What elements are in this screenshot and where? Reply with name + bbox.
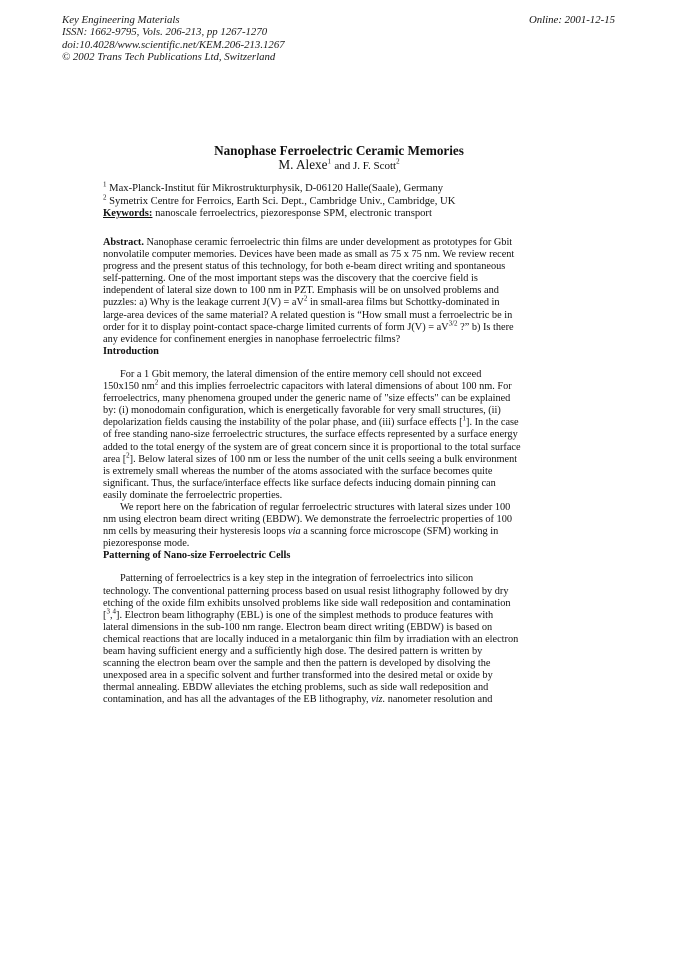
section-heading-introduction: Introduction	[103, 345, 159, 357]
intro-line: is extremely small whereas the number of the atoms associated with the surface becomes quite	[103, 465, 493, 477]
online-date: Online: 2001-12-15	[528, 14, 615, 26]
intro-text: depolarization fields causing the instability of the polar phase, and (iii) surface effects [	[103, 417, 463, 429]
intro-line	[103, 414, 551, 429]
abstract-text: puzzles: a) Why is the leakage current J(V) = aV	[103, 297, 304, 309]
patterning-line: chemical reactions that are locally induced in a metalorganic thin film by irradiation with an electron	[103, 633, 519, 645]
abstract-text: ?” b) Is there	[457, 321, 514, 333]
abstract-label: Abstract.	[103, 237, 144, 248]
patterning-line	[103, 694, 551, 706]
intro-line: by: (i) monodomain configuration, which is energetically favorable for very small structures, (ii)	[103, 405, 501, 417]
intro-line	[103, 451, 551, 466]
intro-text: nm cells by measuring their hysteresis loops	[103, 526, 289, 538]
patterning-line: unexposed area in a specific solvent and further transformed into the desired metal or oxide by	[103, 670, 493, 682]
intro-line: of free standing nano-size ferroelectric structures, the surface effects represented by a surface energy	[103, 429, 518, 441]
intro-line	[103, 526, 551, 538]
patterning-text: [	[103, 609, 107, 621]
italic-term: viz.	[371, 694, 386, 706]
abstract-text: in small-area films but Schottky-dominated in	[307, 297, 500, 309]
intro-line: We report here on the fabrication of regular ferroelectric structures with lateral sizes under 100	[120, 501, 511, 513]
keywords-text: nanoscale ferroelectrics, piezoresponse SPM, electronic transport	[155, 208, 432, 219]
spacer	[103, 358, 551, 369]
paper-body	[103, 237, 551, 706]
superscript: 2	[154, 378, 159, 387]
paper-authors	[0, 157, 678, 174]
patterning-line	[103, 607, 551, 622]
intro-line: piezoresponse mode.	[103, 538, 190, 550]
abstract-line	[103, 237, 551, 249]
doi-line: doi:10.4028/www.scientific.net/KEM.206-213.1267	[62, 38, 285, 51]
intro-line: For a 1 Gbit memory, the lateral dimension of the entire memory cell should not exceed	[120, 368, 482, 380]
citation-sup: 1	[462, 414, 467, 423]
patterning-line: beam having sufficient energy and a sufficiently high dose. The desired pattern is written by	[103, 646, 483, 657]
author-2-sup: 2	[396, 157, 400, 166]
abstract-line	[103, 319, 551, 334]
abstract-line	[103, 297, 551, 309]
intro-line: easily dominate the ferroelectric properties.	[103, 489, 283, 501]
affiliation-1-text: Max-Planck-Institut für Mikrostrukturphysik, D-06120 Halle(Saale), Germany	[109, 183, 444, 194]
abstract-line: large-area devices of the same material? A related question is “How small must a ferroelectric be in	[103, 309, 513, 321]
intro-line: nm using electron beam direct writing (EBDW). We demonstrate the ferroelectric properties of 100	[103, 514, 512, 526]
journal-name: Key Engineering Materials	[62, 14, 180, 26]
patterning-text: contamination, and has all the advantages of the EB lithography,	[103, 694, 372, 706]
citation-sup: 3	[106, 607, 110, 616]
patterning-text: nanometer resolution and	[385, 694, 493, 706]
copyright-line: © 2002 Trans Tech Publications Ltd, Switzerland	[62, 50, 276, 63]
patterning-line: lateral dimensions in the sub-100 nm range. Electron beam direct writing (EBDW) is based on	[103, 621, 493, 633]
patterning-text: ,	[109, 609, 113, 621]
intro-text: ]. Below lateral sizes of 100 nm or less the number of the unit cells seeing a bulk environment	[129, 453, 518, 465]
author-1-sup: 1	[327, 157, 332, 166]
abstract-line: progress and the present status of this technology, for both e-beam direct writing and spontaneous	[103, 261, 506, 273]
citation-sup: 4	[112, 607, 117, 616]
patterning-line: technology. The conventional patterning process based on usual resist lithography followed by dry	[103, 585, 509, 597]
intro-text: ]. In the case	[466, 417, 519, 429]
intro-line	[103, 378, 551, 393]
paper-title: Nanophase Ferroelectric Ceramic Memories	[214, 143, 464, 158]
citation-sup: 2	[126, 451, 130, 460]
affiliation-2-sup: 2	[103, 192, 107, 201]
intro-text: a scanning force microscope (SFM) working in	[300, 526, 499, 538]
keywords-label: Keywords:	[103, 208, 153, 219]
patterning-line: etching of the oxide film exhibits unsolved problems like side wall redeposition and contamination	[103, 597, 511, 609]
affiliation-2	[103, 192, 573, 209]
patterning-line: thermal annealing. EBDW alleviates the etching problems, such as side wall redeposition and	[103, 682, 489, 694]
affiliation-1	[103, 180, 573, 196]
affiliation-1-sup: 1	[103, 180, 107, 189]
intro-text: 150x150 nm	[103, 381, 155, 393]
spacer	[103, 562, 551, 573]
keywords	[103, 208, 573, 221]
abstract-line: independent of lateral size down to 100 nm in PZT. Emphasis will be on unsolved problems and	[103, 285, 499, 297]
patterning-line: Patterning of ferroelectrics is a key step in the integration of ferroelectrics into silicon	[120, 573, 474, 585]
patterning-line: scanning the electron beam over the sample and then the pattern is developed by disolving the	[103, 658, 491, 670]
intro-line: ferroelectrics, many phenomena grouped under the generic name of "size effects" can be explained	[103, 393, 511, 405]
abstract-text: Nanophase ceramic ferroelectric thin films are under development as prototypes for Gbit	[146, 237, 513, 248]
italic-term: via	[288, 526, 301, 538]
intro-text: and this implies ferroelectric capacitors with lateral dimensions of about 100 nm. For	[158, 381, 512, 393]
superscript: 2	[303, 295, 308, 304]
abstract-line: nonvolatile computer memories. Devices have been made as small as 75 x 75 nm. We review recent	[103, 249, 515, 261]
affiliation-2-text: Symetrix Centre for Ferroics, Earth Sci. Dept., Cambridge Univ., Cambridge, UK	[109, 195, 456, 207]
intro-line: added to the total energy of the system are of great concern since it is proportional to the total surface	[103, 441, 521, 453]
section-heading-patterning: Patterning of Nano-size Ferroelectric Cells	[103, 550, 291, 562]
intro-line: significant. Thus, the surface/interface effects like surface defects inducing domain pinning can	[103, 477, 496, 489]
intro-text: area [	[103, 453, 127, 465]
patterning-text: ]. Electron beam lithography (EBL) is one of the simplest methods to produce features with	[116, 609, 494, 621]
author-2: and J. F. Scott	[334, 160, 397, 172]
issn-line: ISSN: 1662-9795, Vols. 206-213, pp 1267-1270	[62, 26, 268, 39]
abstract-text: order for it to display point-contact space-charge limited currents of form J(V) = aV	[103, 321, 449, 333]
abstract-line: any evidence for confinement energies in nanophase ferroelectric films?	[103, 333, 401, 345]
abstract-line: self-patterning. One of the most important steps was the discovery that the coercive field is	[103, 273, 478, 285]
author-1: M. Alexe	[278, 157, 328, 172]
superscript: 3/2	[448, 319, 458, 328]
affiliations	[103, 180, 573, 221]
journal-header	[62, 14, 285, 63]
